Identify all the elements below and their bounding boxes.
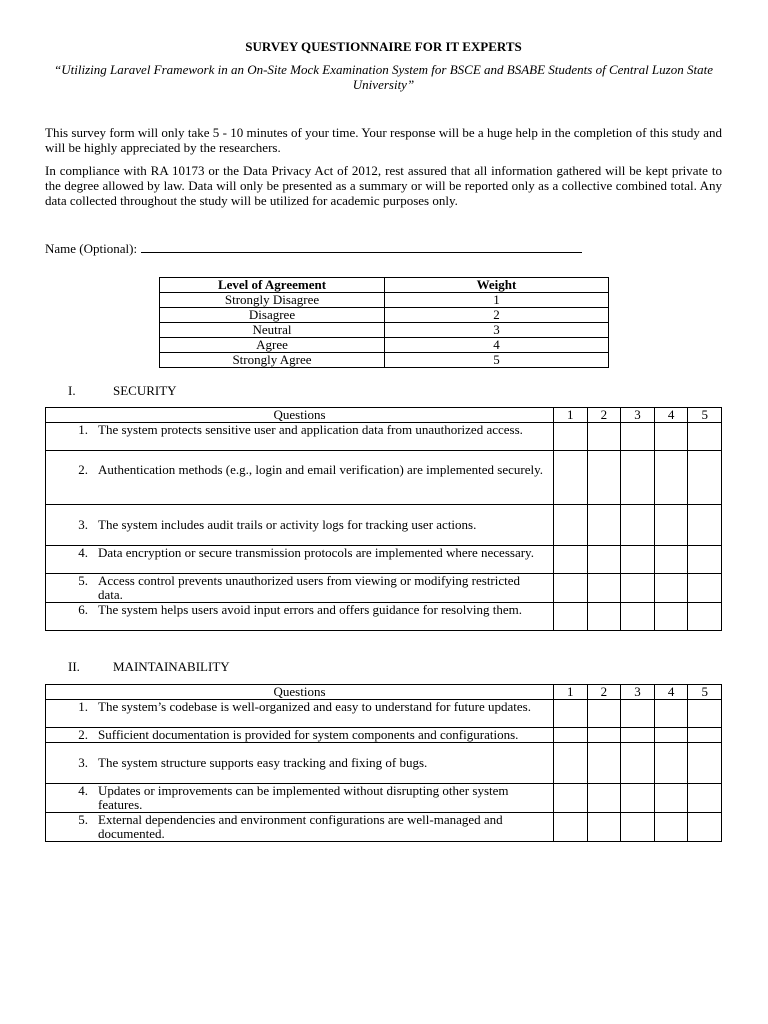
table-row — [46, 728, 722, 743]
name-label: Name (Optional): — [45, 241, 138, 256]
table-header-row — [46, 685, 722, 700]
table-row — [46, 743, 722, 784]
rating-cell-4[interactable] — [654, 700, 688, 728]
question-number: 5. — [78, 812, 88, 827]
rating-cell-4[interactable] — [654, 451, 688, 505]
question-text: The system helps users avoid input errors and offers guidance for resolving them. — [98, 602, 522, 617]
question-cell — [46, 574, 554, 603]
rating-cell-4[interactable] — [654, 743, 688, 784]
legend-weight: 3 — [385, 323, 609, 338]
legend-level: Neutral — [160, 323, 385, 338]
table-row — [46, 574, 722, 603]
question-cell — [46, 423, 554, 451]
rating-cell-3[interactable] — [621, 813, 655, 842]
table-row — [46, 813, 722, 842]
questions-header: Questions — [46, 408, 554, 423]
section-heading-security — [68, 383, 177, 398]
rating-cell-3[interactable] — [621, 423, 655, 451]
section-name: MAINTAINABILITY — [113, 659, 230, 674]
legend-weight: 2 — [385, 308, 609, 323]
rating-cell-2[interactable] — [587, 505, 621, 546]
rating-cell-3[interactable] — [621, 728, 655, 743]
scale-header-3: 3 — [621, 685, 655, 700]
rating-cell-1[interactable] — [554, 784, 588, 813]
question-text: Authentication methods (e.g., login and email verification) are implemented securely. — [98, 462, 543, 477]
rating-cell-1[interactable] — [554, 603, 588, 631]
legend-weight: 1 — [385, 293, 609, 308]
question-text: The system includes audit trails or activity logs for tracking user actions. — [98, 517, 477, 532]
question-number: 2. — [78, 462, 88, 477]
question-number: 3. — [78, 755, 88, 770]
rating-cell-2[interactable] — [587, 784, 621, 813]
legend-header-weight: Weight — [385, 278, 609, 293]
legend-level: Strongly Disagree — [160, 293, 385, 308]
rating-cell-1[interactable] — [554, 546, 588, 574]
rating-cell-5[interactable] — [688, 546, 722, 574]
rating-cell-2[interactable] — [587, 423, 621, 451]
scale-header-1: 1 — [554, 408, 588, 423]
rating-cell-5[interactable] — [688, 728, 722, 743]
rating-cell-5[interactable] — [688, 451, 722, 505]
question-text: Sufficient documentation is provided for system components and configurations. — [98, 727, 519, 742]
question-number: 4. — [78, 545, 88, 560]
rating-cell-5[interactable] — [688, 784, 722, 813]
scale-header-3: 3 — [621, 408, 655, 423]
question-number: 5. — [78, 573, 88, 588]
legend-weight: 5 — [385, 353, 609, 368]
maintainability-questions-table — [45, 684, 722, 842]
document-subtitle: “Utilizing Laravel Framework in an On-Site Mock Examination System for BSCE and BSABE Students of Central Luzon State University” — [54, 62, 713, 92]
legend-level: Disagree — [160, 308, 385, 323]
rating-cell-1[interactable] — [554, 574, 588, 603]
scale-header-4: 4 — [654, 685, 688, 700]
rating-cell-4[interactable] — [654, 546, 688, 574]
scale-header-2: 2 — [587, 408, 621, 423]
rating-cell-1[interactable] — [554, 700, 588, 728]
intro-paragraph-time: This survey form will only take 5 - 10 minutes of your time. Your response will be a huge help in the completion of this study and will be highly appreciated by the researchers. — [45, 125, 722, 155]
question-text: The system structure supports easy tracking and fixing of bugs. — [98, 755, 428, 770]
rating-cell-4[interactable] — [654, 728, 688, 743]
question-number: 1. — [78, 422, 88, 437]
rating-cell-2[interactable] — [587, 700, 621, 728]
rating-cell-2[interactable] — [587, 574, 621, 603]
legend-row — [160, 308, 609, 323]
section-name: SECURITY — [113, 383, 177, 398]
question-number: 1. — [78, 699, 88, 714]
legend-row — [160, 293, 609, 308]
question-number: 4. — [78, 783, 88, 798]
section-heading-maintainability — [68, 659, 230, 674]
table-row — [46, 546, 722, 574]
rating-cell-1[interactable] — [554, 743, 588, 784]
questions-header: Questions — [46, 685, 554, 700]
question-text: External dependencies and environment configurations are well-managed and documented. — [98, 812, 503, 841]
rating-cell-2[interactable] — [587, 603, 621, 631]
table-header-row — [46, 408, 722, 423]
question-text: Data encryption or secure transmission protocols are implemented where necessary. — [98, 545, 534, 560]
question-number: 6. — [78, 602, 88, 617]
rating-cell-2[interactable] — [587, 813, 621, 842]
rating-cell-3[interactable] — [621, 505, 655, 546]
legend-row — [160, 353, 609, 368]
question-text: Access control prevents unauthorized users from viewing or modifying restricted data. — [98, 573, 521, 602]
rating-cell-1[interactable] — [554, 451, 588, 505]
section-numeral: I. — [68, 383, 76, 398]
question-cell — [46, 813, 554, 842]
rating-cell-3[interactable] — [621, 574, 655, 603]
rating-cell-4[interactable] — [654, 574, 688, 603]
rating-cell-1[interactable] — [554, 423, 588, 451]
rating-cell-5[interactable] — [688, 700, 722, 728]
rating-cell-2[interactable] — [587, 546, 621, 574]
table-row — [46, 505, 722, 546]
rating-cell-2[interactable] — [587, 743, 621, 784]
name-field-row — [45, 240, 582, 256]
rating-cell-4[interactable] — [654, 423, 688, 451]
question-cell — [46, 743, 554, 784]
scale-header-1: 1 — [554, 685, 588, 700]
question-text: Updates or improvements can be implemented without disrupting other system features. — [98, 783, 509, 812]
security-questions-table — [45, 407, 722, 631]
legend-level: Strongly Agree — [160, 353, 385, 368]
rating-cell-4[interactable] — [654, 784, 688, 813]
rating-cell-5[interactable] — [688, 505, 722, 546]
question-number: 3. — [78, 517, 88, 532]
question-text: The system’s codebase is well-organized and easy to understand for future updates. — [98, 699, 531, 714]
table-row — [46, 784, 722, 813]
legend-header-level: Level of Agreement — [160, 278, 385, 293]
rating-cell-5[interactable] — [688, 813, 722, 842]
rating-cell-4[interactable] — [654, 505, 688, 546]
question-text: The system protects sensitive user and application data from unauthorized access. — [98, 422, 523, 437]
table-row — [46, 700, 722, 728]
scale-header-2: 2 — [587, 685, 621, 700]
rating-cell-5[interactable] — [688, 423, 722, 451]
question-cell — [46, 451, 554, 505]
legend-level: Agree — [160, 338, 385, 353]
rating-cell-3[interactable] — [621, 700, 655, 728]
rating-cell-2[interactable] — [587, 451, 621, 505]
table-row — [46, 451, 722, 505]
rating-cell-3[interactable] — [621, 603, 655, 631]
rating-cell-4[interactable] — [654, 603, 688, 631]
section-numeral: II. — [68, 659, 80, 674]
rating-cell-1[interactable] — [554, 728, 588, 743]
scale-header-5: 5 — [688, 685, 722, 700]
legend-row — [160, 338, 609, 353]
question-cell — [46, 546, 554, 574]
document-title: SURVEY QUESTIONNAIRE FOR IT EXPERTS — [245, 39, 522, 54]
rating-cell-3[interactable] — [621, 743, 655, 784]
rating-cell-4[interactable] — [654, 813, 688, 842]
intro-paragraph-privacy: In compliance with RA 10173 or the Data Privacy Act of 2012, rest assured that all information gathered will be kept private to the degree allowed by law. Data will only be presented as a summary or will be reported only as a collective combined total. Any data collected throughout the study will be utilized for academic purposes only. — [45, 163, 722, 208]
rating-cell-1[interactable] — [554, 813, 588, 842]
question-cell — [46, 505, 554, 546]
rating-cell-3[interactable] — [621, 451, 655, 505]
rating-cell-3[interactable] — [621, 784, 655, 813]
legend-weight: 4 — [385, 338, 609, 353]
rating-cell-1[interactable] — [554, 505, 588, 546]
legend-header-row — [160, 278, 609, 293]
table-row — [46, 423, 722, 451]
question-cell — [46, 603, 554, 631]
question-cell — [46, 784, 554, 813]
question-number: 2. — [78, 727, 88, 742]
rating-cell-5[interactable] — [688, 603, 722, 631]
scale-header-5: 5 — [688, 408, 722, 423]
rating-cell-5[interactable] — [688, 574, 722, 603]
table-row — [46, 603, 722, 631]
question-cell — [46, 700, 554, 728]
rating-cell-5[interactable] — [688, 743, 722, 784]
rating-cell-3[interactable] — [621, 546, 655, 574]
question-cell — [46, 728, 554, 743]
name-blank-line[interactable] — [141, 240, 582, 253]
rating-cell-2[interactable] — [587, 728, 621, 743]
scale-header-4: 4 — [654, 408, 688, 423]
legend-row — [160, 323, 609, 338]
agreement-scale-table — [159, 277, 609, 368]
